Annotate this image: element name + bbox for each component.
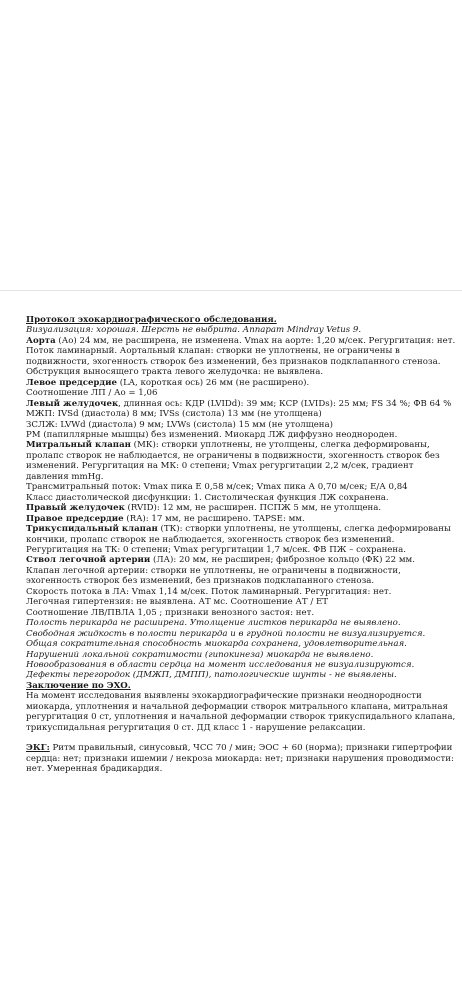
right-ventricle-section bbox=[26, 503, 456, 513]
left-atrium-heading: Левое предсердие bbox=[26, 377, 118, 388]
left-ventricle-section bbox=[26, 399, 456, 409]
lv-pvla-line: Соотношение ЛВ/ПВЛА 1,05 ; признаки венозного застоя: нет. bbox=[26, 607, 315, 618]
ecg-section bbox=[26, 743, 456, 774]
papillary-line: РМ (папиллярные мышцы) без изменений. Миокард ЛЖ диффузно неоднороден. bbox=[26, 429, 398, 440]
right-ventricle-text: (RVID): 12 мм, не расширен. ПСПЖ 5 мм, не утолщена. bbox=[124, 503, 382, 514]
pulm-hypertension-line: Легочная гипертензия: не выявлена. АТ мс. Соотношение АТ / ЕТ bbox=[26, 597, 329, 608]
tricuspid-text: (ТК): створки уплотнены, не утолщены, слегка деформированы кончики, пролапс створок не наблюдается, эхогенность створок без изменений. Регургитация на ТК: 0 степени; Vmax регургитации 1,7 м/сек. ФВ ПЖ – сохранена. bbox=[26, 524, 451, 555]
tricuspid-section bbox=[26, 524, 456, 555]
aorta-section bbox=[26, 336, 456, 367]
conclusion-text: На момент исследования выявлены эхокардиографические признаки неоднородности миокарда, уплотнения и начальной деформации створок митрального клапана, митральная регургитация 0 ст, уплотнения и начальной деформации створок трикуспидального клапана, трикуспидальная регургитация 0 ст. ДД класс 1 - нарушение релаксации. bbox=[26, 691, 456, 733]
page-edge-divider bbox=[0, 290, 462, 291]
pulmonary-trunk-heading: Ствол легочной артерии bbox=[26, 555, 151, 566]
la-ao-ratio: Соотношение ЛП / Ао = 1,06 bbox=[26, 388, 158, 399]
ecg-text: Ритм правильный, синусовый, ЧСС 70 / мин; ЭОС + 60 (норма); признаки гипертрофии сердца: нет; признаки ишемии / некроза миокарда: нет; признаки нарушения проводимости: нет. Умеренная брадикардия. bbox=[26, 743, 454, 775]
mitral-heading: Митральный клапан bbox=[26, 440, 131, 451]
visualization-line: Визуализация: хорошая. Шерсть не выбрита. Аппарат Mindray Vetus 9. bbox=[26, 325, 362, 336]
pulmonary-valve-line: Клапан легочной артерии: створки не уплотнены, не ограничены в подвижности, эхогенность створок без изменений, без признаков подклапанного стеноза. bbox=[26, 565, 401, 587]
mitral-section bbox=[26, 440, 456, 482]
echo-report bbox=[26, 315, 456, 774]
report-title: Протокол эхокардиографического обследования. bbox=[26, 315, 277, 325]
aorta-heading: Аорта bbox=[26, 335, 56, 346]
pulmonary-trunk-section bbox=[26, 555, 456, 565]
left-ventricle-text: , длинная ось: КДР (LVIDd): 39 мм; КСР (LVIDs): 25 мм; FS 34 %; ФВ 64 % bbox=[118, 398, 452, 409]
lvot-line: Обструкция выносящего тракта левого желудочка: не выявлена. bbox=[26, 367, 324, 378]
contractility-line: Общая сократительная способность миокарда сохранена, удовлетворительная. bbox=[26, 639, 407, 650]
ivs-line: МЖП: IVSd (диастола) 8 мм; IVSs (систола) 13 мм (не утолщена) bbox=[26, 409, 322, 420]
right-ventricle-heading: Правый желудочек bbox=[26, 503, 125, 514]
ecg-heading: ЭКГ: bbox=[26, 743, 50, 754]
conclusion-heading: Заключение по ЭХО. bbox=[26, 680, 131, 691]
left-ventricle-heading: Левый желудочек bbox=[26, 398, 119, 409]
pericardium-line: Полость перикарда не расширена. Утолщение листков перикарда не выявлено. bbox=[26, 618, 401, 629]
aorta-text: (Ао) 24 мм, не расширена, не изменена. Vmax на аорте: 1,20 м/сек. Регургитация: нет. Поток ламинарный. Аортальный клапан: створки не уплотнены, не ограничены в подвижности, эхогенность створок без изменений, без признаков подклапанного стеноза. bbox=[26, 335, 456, 367]
la-flow-line: Скорость потока в ЛА: Vmax 1,14 м/сек. Поток ламинарный. Регургитация: нет. bbox=[26, 586, 392, 597]
left-atrium-section bbox=[26, 378, 456, 388]
local-contractility-line: Нарушений локальной сократимости (гипокинеза) миокарда не выявлено. bbox=[26, 649, 374, 660]
lvw-line: ЗСЛЖ: LVWd (диастола) 9 мм; LVWs (систола) 15 мм (не утолщена) bbox=[26, 419, 333, 430]
transmitral-line: Трансмитральный поток: Vmax пика Е 0,58 м/сек; Vmax пика А 0,70 м/сек; Е/А 0,84 bbox=[26, 482, 408, 493]
pulmonary-trunk-text: (ЛА): 20 мм, не расширен; фиброзное кольцо (ФК) 22 мм. bbox=[150, 555, 415, 566]
neoplasms-line: Новообразования в области сердца на момент исследования не визуализируются. bbox=[26, 659, 415, 670]
blank-area bbox=[0, 0, 462, 290]
septal-defects-line: Дефекты перегородок (ДМЖП, ДМПП), патологические шунты - не выявлены. bbox=[26, 670, 397, 681]
free-fluid-line: Свободная жидкость в полости перикарда и в грудной полости не визуализируется. bbox=[26, 628, 426, 639]
tricuspid-heading: Трикуспидальный клапан bbox=[26, 524, 158, 535]
left-atrium-text: (LA, короткая ось) 26 мм (не расширено). bbox=[117, 377, 310, 388]
right-atrium-section bbox=[26, 514, 456, 524]
mitral-text: (МК): створки уплотнены, не утолщены, слегка деформированы, пролапс створок не наблюдается, не ограничены в подвижности, эхогенность створок без изменений. Регургитация на МК: 0 степени; Vmax регургитации 2,2 м/сек, градиент давления mmHg. bbox=[26, 440, 440, 482]
right-atrium-text: (RA): 17 мм, не расширено. TAPSE: мм. bbox=[123, 513, 305, 524]
section-gap bbox=[26, 733, 456, 743]
right-atrium-heading: Правое предсердие bbox=[26, 513, 124, 524]
diastolic-class-line: Класс диастолической дисфункции: 1. Систолическая функция ЛЖ сохранена. bbox=[26, 492, 389, 503]
